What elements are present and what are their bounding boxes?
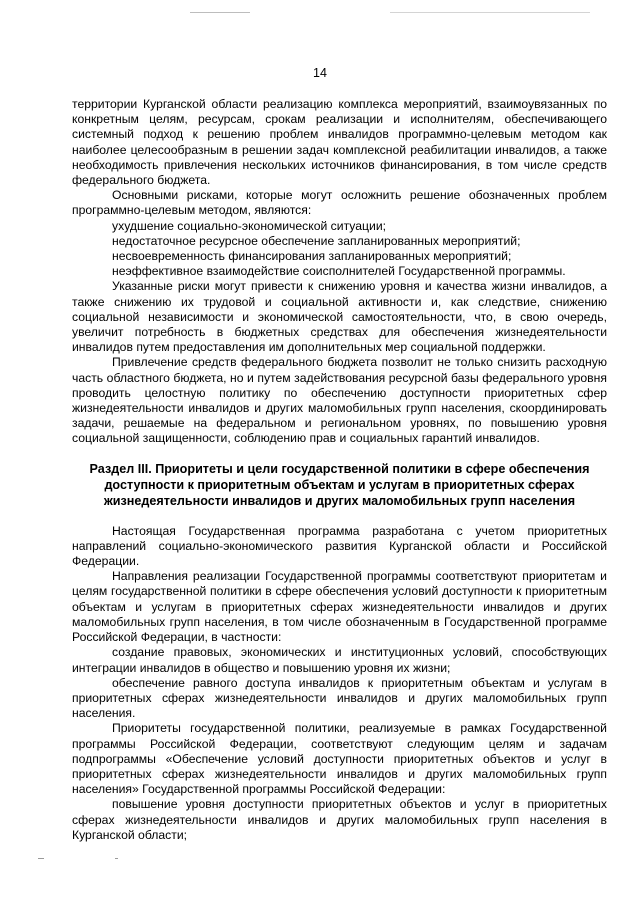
paragraph: Приоритеты государственной политики, реализуемые в рамках Государственной программы Российской Федерации, соответствуют следующим целям и задачам подпрограммы «Обеспечение условий доступности приоритетных объектов и услуг в приоритетных сферах жизнедеятельности инвалидов и других маломобильных групп населения» Государственной программы Российской Федерации: — [72, 721, 607, 797]
scan-artifact-top-right — [390, 12, 590, 13]
section-heading: Раздел III. Приоритеты и цели государственной политики в сфере обеспечения доступности к приоритетным объектам и услугам в приоритетных сферах жизнедеятельности инвалидов и других маломобильных групп населения — [89, 461, 590, 508]
risk-list-item: несвоевременность финансирования запланированных мероприятий; — [112, 249, 512, 264]
scan-artifact-top — [190, 12, 250, 13]
scan-artifact-bottom — [38, 858, 44, 859]
risk-list-item: неэффективное взаимодействие соисполнителей Государственной программы. — [112, 264, 566, 279]
scan-artifact-bottom-2 — [115, 858, 118, 859]
page-number: 14 — [313, 66, 327, 80]
paragraph: Основными рисками, которые могут осложнить решение обозначенных проблем программно-целевым методом, являются: — [72, 188, 607, 218]
paragraph: территории Курганской области реализацию комплекса мероприятий, взаимоувязанных по конкретным целям, ресурсам, срокам реализации и исполнителям, обеспечивающего системный подход к решению проблем инвалидов программно-целевым методом как наиболее целесообразным в решении задач комплексной реабилитации инвалидов, а также необходимость привлечения нескольких источников финансирования, в том числе средств федерального бюджета. — [72, 97, 607, 188]
risk-list-item: недостаточное ресурсное обеспечение запланированных мероприятий; — [112, 233, 521, 248]
paragraph: Привлечение средств федерального бюджета позволит не только снизить расходную часть областного бюджета, но и путем задействования ресурсной базы федерального уровня проводить целостную политику по обеспечению доступности приоритетных сфер жизнедеятельности инвалидов и других маломобильных групп населения, скоординировать задачи, решаемые на федеральном и региональном уровнях, по повышению уровня социальной защищенности, соблюдению прав и социальных гарантий инвалидов. — [72, 355, 607, 446]
paragraph: Направления реализации Государственной программы соответствуют приоритетам и целям государственной политики в сфере обеспечения условий доступности к приоритетным объектам и услугам в приоритетных сферах жизнедеятельности инвалидов и других маломобильных групп населения, в том числе обозначенным в Государственной программе Российской Федерации, в частности: — [72, 569, 607, 645]
paragraph: создание правовых, экономических и институционных условий, способствующих интеграции инвалидов в общество и повышению уровня их жизни; — [72, 645, 607, 675]
risk-list-item: ухудшение социально-экономической ситуации; — [112, 218, 387, 233]
paragraph: обеспечение равного доступа инвалидов к приоритетным объектам и услугам в приоритетных сферах жизнедеятельности инвалидов и других маломобильных групп населения. — [72, 675, 607, 721]
paragraph: Настоящая Государственная программа разработана с учетом приоритетных направлений социально-экономического развития Курганской области и Российской Федерации. — [72, 523, 607, 569]
paragraph: повышение уровня доступности приоритетных объектов и услуг в приоритетных сферах жизнедеятельности инвалидов и других маломобильных групп населения в Курганской области; — [72, 797, 607, 842]
document-body — [72, 97, 607, 843]
paragraph: Указанные риски могут привести к снижению уровня и качества жизни инвалидов, а также снижению их трудовой и социальной активности и, как следствие, снижению социальной независимости и экономической самостоятельности, что, в свою очередь, увеличит потребность в бюджетных средствах для обеспечения жизнедеятельности инвалидов путем предоставления им дополнительных мер социальной поддержки. — [72, 279, 607, 355]
